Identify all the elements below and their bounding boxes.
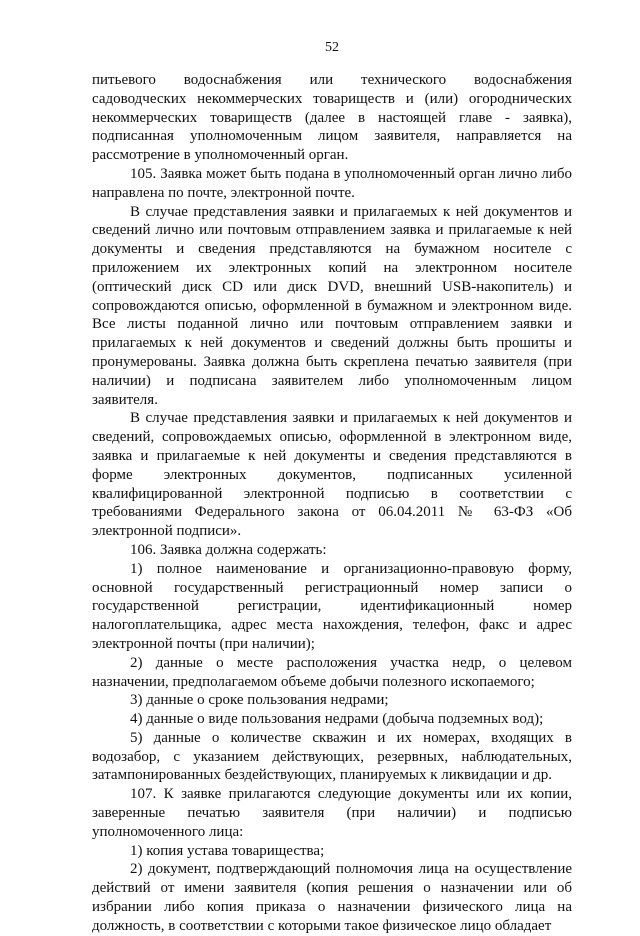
paragraph-p6: 1) полное наименование и организационно-правовую форму, основной государственный регистрационный номер записи о государственной регистрации, идентификационный номер налогоплательщика, адрес места нахождения, телефон, факс и адрес электронной почты (при наличии);: [92, 560, 572, 652]
page-number: 52: [325, 40, 339, 55]
paragraph-p13: 2) документ, подтверждающий полномочия лица на осуществление действий от имени заявителя (копия решения о назначении или об избрании либо копия приказа о назначении физического лица на должность, в соответствии с которыми такое физическое лицо обладает: [92, 861, 572, 934]
paragraph-p8: 3) данные о сроке пользования недрами;: [130, 692, 389, 709]
paragraph-p5: 106. Заявка должна содержать:: [130, 541, 327, 558]
paragraph-p3: В случае представления заявки и прилагаемых к ней документов и сведений лично или почтовым отправлением заявка и прилагаемые к ней документы и сведения представляются на бумажном носителе с приложением их электронных копий на электронном носителе (оптический диск CD или диск DVD, внешний USB-накопитель) и сопровождаются описью, оформленной в бумажном и электронном виде. Все листы поданной лично или почтовым отправлением заявки и прилагаемых к ней документов и сведений должны быть прошиты и пронумерованы. Заявка должна быть скреплена печатью заявителя (при наличии) и подписана заявителем либо уполномоченным лицом заявителя.: [92, 203, 572, 408]
paragraph-p9: 4) данные о виде пользования недрами (добыча подземных вод);: [130, 711, 544, 728]
paragraph-p12: 1) копия устава товарищества;: [130, 842, 325, 859]
document-body: [92, 71, 572, 936]
paragraph-p1: питьевого водоснабжения или технического водоснабжения садоводческих некоммерческих товариществ и (или) огороднических некоммерческих товариществ (далее в настоящей главе - заявка), подписанная уполномоченным лицом заявителя, направляется на рассмотрение в уполномоченный орган.: [92, 72, 572, 164]
paragraph-p11: 107. К заявке прилагаются следующие документы или их копии, заверенные печатью заявителя (при наличии) и подписью уполномоченного лица:: [92, 786, 572, 840]
paragraph-p4: В случае представления заявки и прилагаемых к ней документов и сведений, сопровождаемых описью, оформленной в электронном виде, заявка и прилагаемые к ней документы и сведения представляются в форме электронных документов, подписанных усиленной квалифицированной электронной подписью в соответствии с требованиями Федерального закона от 06.04.2011 № 63-ФЗ «Об электронной подписи».: [92, 410, 572, 540]
paragraph-p10: 5) данные о количестве скважин и их номерах, входящих в водозабор, с указанием действующих, резервных, наблюдательных, затампонированных бездействующих, планируемых к ликвидации и др.: [92, 729, 572, 784]
paragraph-p7: 2) данные о месте расположения участка недр, о целевом назначении, предполагаемом объеме добычи полезного ископаемого;: [92, 654, 572, 690]
paragraph-p2: 105. Заявка может быть подана в уполномоченный орган лично либо направлена по почте, электронной почте.: [92, 165, 572, 201]
